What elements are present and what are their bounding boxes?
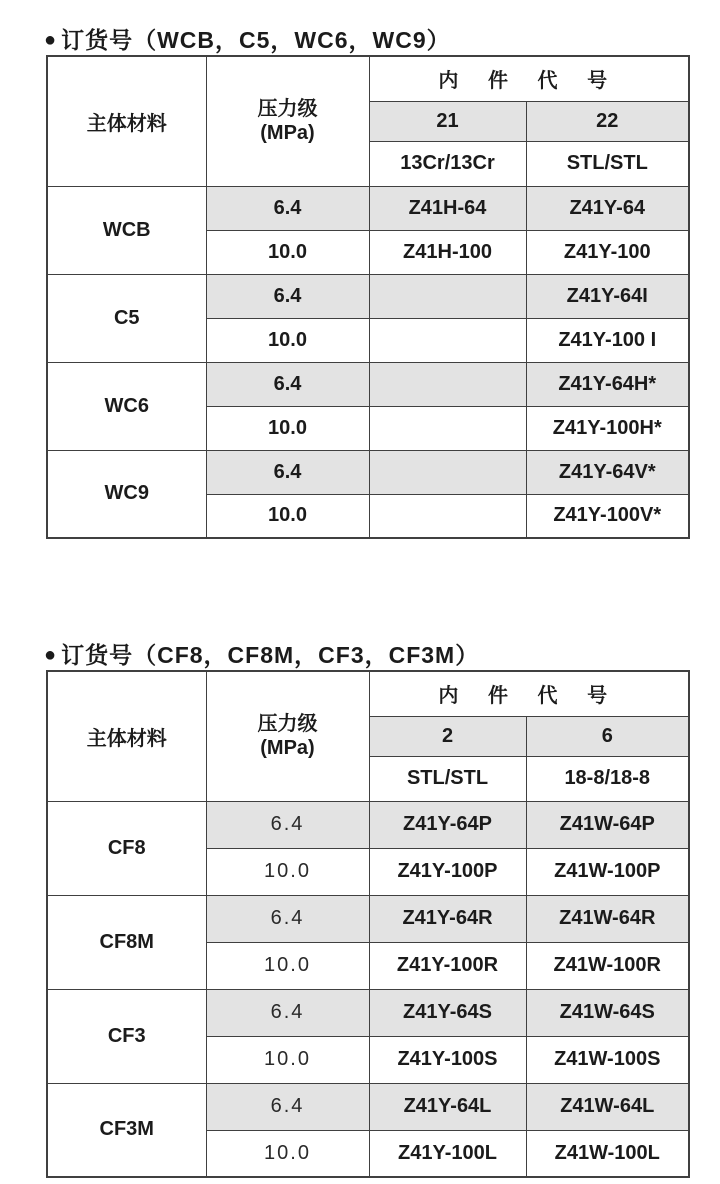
code-cell: Z41W-64L	[526, 1083, 689, 1130]
code-cell	[369, 406, 526, 450]
material-cell: CF8	[47, 801, 206, 895]
pressure-cell: 6.4	[206, 274, 369, 318]
pressure-cell: 6.4	[206, 362, 369, 406]
bullet-icon: ●	[44, 29, 58, 51]
code-cell: Z41Y-100H*	[526, 406, 689, 450]
material-cell: WCB	[47, 186, 206, 274]
section-title	[44, 0, 720, 54]
header-trim-material-2: STL/STL	[526, 141, 689, 186]
header-code-2: 2	[369, 716, 526, 756]
code-cell: Z41Y-100 I	[526, 318, 689, 362]
code-cell: Z41W-64R	[526, 895, 689, 942]
pressure-cell: 10.0	[206, 318, 369, 362]
code-cell: Z41W-100S	[526, 1036, 689, 1083]
header-material: 主体材料	[47, 56, 206, 186]
material-cell: WC6	[47, 362, 206, 450]
header-parts-code: 内 件 代 号	[369, 56, 689, 101]
code-cell: Z41H-64	[369, 186, 526, 230]
code-cell: Z41Y-64L	[369, 1083, 526, 1130]
code-cell: Z41Y-100	[526, 230, 689, 274]
header-code-6: 6	[526, 716, 689, 756]
header-trim-material-1: 13Cr/13Cr	[369, 141, 526, 186]
section-title-text: 订货号（CF8，CF8M，CF3，CF3M）	[61, 642, 480, 668]
code-cell	[369, 450, 526, 494]
material-cell: C5	[47, 274, 206, 362]
bullet-icon: ●	[44, 644, 58, 666]
code-cell: Z41Y-64I	[526, 274, 689, 318]
code-cell: Z41Y-64R	[369, 895, 526, 942]
pressure-cell: 6.4	[206, 1083, 369, 1130]
code-cell	[369, 494, 526, 538]
pressure-cell: 6.4	[206, 895, 369, 942]
code-cell: Z41H-100	[369, 230, 526, 274]
pressure-cell: 6.4	[206, 186, 369, 230]
order-table-cf8	[46, 670, 690, 1178]
code-cell	[369, 318, 526, 362]
code-cell: Z41Y-100L	[369, 1130, 526, 1177]
table-row	[47, 186, 689, 230]
material-cell: CF3M	[47, 1083, 206, 1177]
header-material: 主体材料	[47, 671, 206, 801]
code-cell: Z41Y-64V*	[526, 450, 689, 494]
header-pressure	[206, 671, 369, 801]
header-code-21: 21	[369, 101, 526, 141]
table-row	[47, 989, 689, 1036]
pressure-cell: 6.4	[206, 989, 369, 1036]
header-pressure-unit: (MPa)	[260, 737, 315, 760]
order-section-wcb	[0, 0, 720, 539]
header-parts-code: 内 件 代 号	[369, 671, 689, 716]
pressure-cell: 6.4	[206, 801, 369, 848]
code-cell: Z41Y-100S	[369, 1036, 526, 1083]
material-cell: CF3	[47, 989, 206, 1083]
code-cell: Z41Y-64S	[369, 989, 526, 1036]
material-cell: CF8M	[47, 895, 206, 989]
order-table-wcb	[46, 55, 690, 539]
code-cell	[369, 274, 526, 318]
section-title	[44, 641, 720, 669]
code-cell: Z41W-100R	[526, 942, 689, 989]
pressure-cell: 6.4	[206, 450, 369, 494]
table-row	[47, 274, 689, 318]
header-pressure-unit: (MPa)	[260, 122, 315, 145]
pressure-cell: 10.0	[206, 406, 369, 450]
pressure-cell: 10.0	[206, 1036, 369, 1083]
header-trim-material-1: STL/STL	[369, 756, 526, 801]
pressure-cell: 10.0	[206, 848, 369, 895]
code-cell	[369, 362, 526, 406]
table-row	[47, 895, 689, 942]
header-pressure-label: 压力级	[257, 713, 318, 736]
pressure-cell: 10.0	[206, 942, 369, 989]
code-cell: Z41Y-100R	[369, 942, 526, 989]
header-code-22: 22	[526, 101, 689, 141]
code-cell: Z41Y-64H*	[526, 362, 689, 406]
code-cell: Z41W-100L	[526, 1130, 689, 1177]
table-row	[47, 801, 689, 848]
code-cell: Z41W-64S	[526, 989, 689, 1036]
table-row	[47, 362, 689, 406]
table-row	[47, 1083, 689, 1130]
code-cell: Z41Y-64	[526, 186, 689, 230]
section-title-text: 订货号（WCB，C5，WC6，WC9）	[61, 27, 451, 53]
code-cell: Z41W-100P	[526, 848, 689, 895]
material-cell: WC9	[47, 450, 206, 538]
header-trim-material-2: 18-8/18-8	[526, 756, 689, 801]
pressure-cell: 10.0	[206, 230, 369, 274]
table-row	[47, 450, 689, 494]
code-cell: Z41Y-100V*	[526, 494, 689, 538]
header-row-parts-code	[47, 56, 689, 101]
order-section-cf8	[0, 641, 720, 1178]
pressure-cell: 10.0	[206, 1130, 369, 1177]
pressure-cell: 10.0	[206, 494, 369, 538]
header-pressure	[206, 56, 369, 186]
header-pressure-label: 压力级	[257, 98, 318, 121]
code-cell: Z41W-64P	[526, 801, 689, 848]
code-cell: Z41Y-64P	[369, 801, 526, 848]
header-row-parts-code	[47, 671, 689, 716]
code-cell: Z41Y-100P	[369, 848, 526, 895]
